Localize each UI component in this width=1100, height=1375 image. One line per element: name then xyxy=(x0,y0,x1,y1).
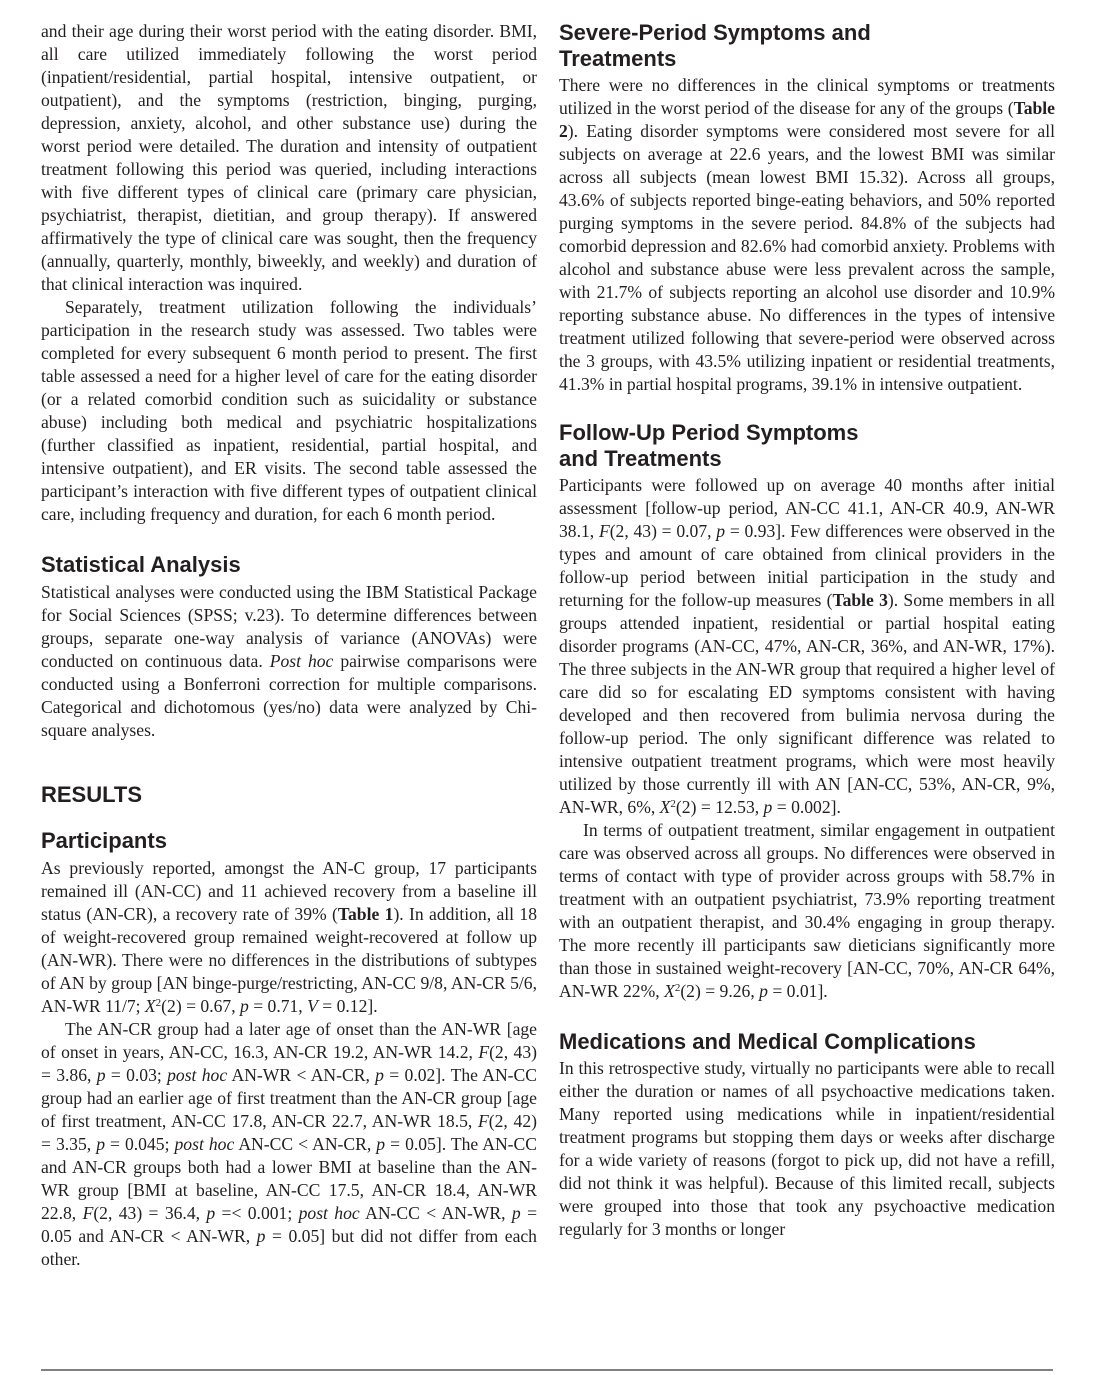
left-column xyxy=(41,20,537,1271)
medications-paragraph: In this retrospective study, virtually no participants were able to recall either the duration or names of all psychoactive medications taken. Many reported using medications while in inpatient/residential treatment programs but stopping them days or weeks after discharge for a wide variety of reasons (forgot to pick up, did not have a refill, did not think it was helpful). Because of this limited recall, subjects were grouped into those that took any psychoactive medication regularly for 3 months or longer xyxy=(559,1058,1055,1239)
severe-period-paragraph: There were no differences in the clinical symptoms or treatments utilized in the worst period of the disease for any of the groups (Table 2). Eating disorder symptoms were considered most severe for all subjects on average at 22.6 years, and the lowest BMI was similar across all subjects (mean lowest BMI 15.32). Across all groups, 43.6% of subjects reported binge-eating behaviors, and 50% reported purging symptoms in the severe period. 84.8% of the subjects had comorbid depression and 82.6% had comorbid anxiety. Problems with alcohol and substance abuse were less prevalent across the sample, with 21.7% of subjects reporting an alcohol use disorder and 10.9% reporting substance abuse. No differences in the types of intensive treatment utilized following that severe-period were observed across the 3 groups, with 43.5% utilizing inpatient or residential treatments, 41.3% in partial hospital programs, 39.1% in intensive outpatient. xyxy=(559,75,1055,394)
right-column xyxy=(559,20,1055,1241)
heading-results: RESULTS xyxy=(41,782,143,807)
statistical-analysis-paragraph: Statistical analyses were conducted using the IBM Statistical Package for Social Sciences (SPSS; v.23). To determine differences between groups, separate one-way analysis of variance (ANOVAs) were conducted on continuous data. Post hoc pairwise comparisons were conducted using a Bonferroni correction for multiple comparisons. Categorical and dichotomous (yes/no) data were analyzed by Chi-square analyses. xyxy=(41,582,537,740)
heading-statistical-analysis: Statistical Analysis xyxy=(41,552,241,577)
methods-paragraph: and their age during their worst period with the eating disorder. BMI, all care utilized immediately following the worst period (inpatient/residential, partial hospital, intensive outpatient, or outpatient), and the symptoms (restriction, binging, purging, depression, anxiety, alcohol, and other substance use) during the worst period were detailed. The duration and intensity of outpatient treatment following this period was queried, including interactions with five different types of clinical care (primary care physician, psychiatrist, therapist, dietitian, and group therapy). If answered affirmatively the type of clinical care was sought, then the frequency (annually, quarterly, monthly, biweekly, and weekly) and duration of that clinical interaction was inquired. xyxy=(41,21,537,294)
outpatient-paragraph: In terms of outpatient treatment, similar engagement in outpatient care was observed across all groups. No differences were observed in terms of contact with type of provider across groups with 58.7% in treatment with an outpatient psychiatrist, 73.9% reporting treatment with an outpatient therapist, and 30.4% engaging in group therapy. The more recently ill participants saw dieticians significantly more than those in sustained weight-recovery [AN-CC, 70%, AN-CR 64%, AN-WR 22%, $X^2(2) = 9.26$, p = 0.01]. xyxy=(559,820,1055,1001)
heading-medications: Medications and Medical Complications xyxy=(559,1029,976,1054)
follow-up-paragraph: Participants were followed up on average 40 months after initial assessment [follow-up period, AN-CC 41.1, AN-CR 40.9, AN-WR 38.1, F(2, 43) = 0.07, p = 0.93]. Few differences were observed in the types and amount of care obtained from clinical providers in the follow-up period between initial participation in the study and returning for the follow-up measures (Table 3). Some members in all groups attended inpatient, residential or partial hospital eating disorder programs (AN-CC, 47%, AN-CR, 36%, and AN-WR, 17%). The three subjects in the AN-WR group that required a higher level of care did so for escalating ED symptoms consistent with having developed and then recovered from bulimia nervosa during the follow-up period. The only significant difference was related to intensive outpatient treatment programs, which were most heavily utilized by those currently ill with AN [AN-CC, 53%, AN-CR, 9%, AN-WR, 6%, $X^2(2) = 12.53$, p = 0.002]. xyxy=(559,475,1056,817)
participants-paragraph: As previously reported, amongst the AN-C group, 17 participants remained ill (AN-CC) and 11 achieved recovery from a baseline ill status (AN-CR), a recovery rate of 39% (Table 1). In addition, all 18 of weight-recovered group remained weight-recovered at follow up (AN-WR). There were no differences in the distributions of subtypes of AN by group [AN binge-purge/restricting, AN-CC 9/8, AN-CR 5/6, AN-WR 11/7; $X^2(2) = 0.67$, p = 0.71, V = 0.12]. xyxy=(41,858,538,1016)
participants-paragraph-onset: The AN-CR group had a later age of onset than the AN-WR [age of onset in years, AN-CC, 16.3, AN-CR 19.2, AN-WR 14.2, F(2, 43) = 3.86, p = 0.03; post hoc AN-WR < AN-CR, p = 0.02]. The AN-CC group had an earlier age of first treatment than the AN-CR group [age of first treatment, AN-CC 17.8, AN-CR 22.7, AN-WR 18.5, F(2, 42) = 3.35, p = 0.045; post hoc AN-CC < AN-CR, p = 0.05]. The AN-CC and AN-CR groups both had a lower BMI at baseline than the AN-WR group [BMI at baseline, AN-CC 17.5, AN-CR 18.4, AN-WR 22.8, F(2, 43) = 36.4, p =< 0.001; post hoc AN-CC < AN-WR, p = 0.05 and AN-CR < AN-WR, p = 0.05] but did not differ from each other. xyxy=(41,1019,538,1269)
heading-follow-up-period: Follow-Up Period Symptoms and Treatments xyxy=(559,420,859,471)
footer-rule-divider xyxy=(41,1369,1053,1371)
methods-paragraph-followup-utilization: Separately, treatment utilization following the individuals’ participation in the research study was assessed. Two tables were completed for every subsequent 6 month period to present. The first table assessed a need for a higher level of care for the eating disorder (or a related comorbid condition such as suicidality or substance abuse) including both medical and psychiatric hospitalizations (further classified as inpatient, residential, partial hospital, and intensive outpatient), and ER visits. The second table assessed the participant’s interaction with five different types of outpatient clinical care, including frequency and duration, for each 6 month period. xyxy=(41,297,537,524)
heading-severe-period: Severe-Period Symptoms and Treatments xyxy=(559,20,871,71)
heading-participants: Participants xyxy=(41,828,167,853)
